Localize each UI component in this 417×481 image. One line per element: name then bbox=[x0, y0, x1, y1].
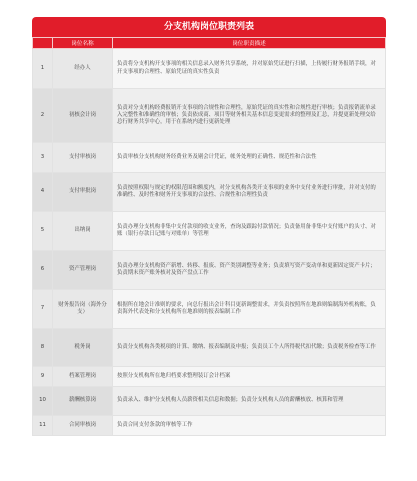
row-number: 5 bbox=[33, 212, 53, 251]
position-name: 税务岗 bbox=[53, 329, 113, 367]
position-name: 支付审核岗 bbox=[53, 143, 113, 173]
row-number: 9 bbox=[33, 367, 53, 387]
table-row bbox=[33, 251, 386, 290]
position-name: 档案管理岗 bbox=[53, 367, 113, 387]
row-number: 1 bbox=[33, 49, 53, 89]
header-index bbox=[33, 38, 53, 49]
table-row bbox=[33, 387, 386, 416]
duty-description: 负责合同支付条款的审核等工作 bbox=[113, 416, 386, 436]
position-name: 财务报告岗（海外分支） bbox=[53, 290, 113, 329]
duty-description: 根据所在地会计准则的要求，向总行报出会计科目更新调整需求，并负责按照所在地准则编制海外机构账，负责海外代表处和分支机构所在地准则的报表编制工作 bbox=[113, 290, 386, 329]
duty-description: 负责按照权限与规定的权限范围和额度内，对分支机构各类开支事项的业务中支付业务进行审批，并对支付的准确性、及时性和财务开支事项的合法性、合规性和合理性负责 bbox=[113, 173, 386, 212]
duty-description: 按照分支机构所在地归档要求整理装订会计档案 bbox=[113, 367, 386, 387]
position-name: 合同审核岗 bbox=[53, 416, 113, 436]
table-row bbox=[33, 89, 386, 143]
table-row bbox=[33, 329, 386, 367]
duty-description: 负责录入、维护分支机构人员薪资相关信息和数据；负责分支机构人员的薪酬核放、核算和管理 bbox=[113, 387, 386, 416]
table-title: 分支机构岗位职责列表 bbox=[32, 17, 386, 37]
row-number: 10 bbox=[33, 387, 53, 416]
duty-description: 负责办理分支机构非集中支付款项的收支业务，查询及跟踪付款情况；负责备用备非集中支付账户的头寸、对账（银行存款日记账与对账单）等管理 bbox=[113, 212, 386, 251]
row-number: 6 bbox=[33, 251, 53, 290]
duty-description: 负责对分支机构经费报销开支事项的合规性和合理性，原始凭证的真实性和合规性进行审核；负责报销流单录入完整性和准确性的审核；负责依成商、项目等财务相关基本信息变更需求的整理及汇总，并提更新处理交给总行财务共享中心，用于在系统内进行更新处理 bbox=[113, 89, 386, 143]
table-row bbox=[33, 173, 386, 212]
position-name: 薪酬核算岗 bbox=[53, 387, 113, 416]
position-name: 支付审批岗 bbox=[53, 173, 113, 212]
position-name: 出纳岗 bbox=[53, 212, 113, 251]
position-name: 经办人 bbox=[53, 49, 113, 89]
row-number: 2 bbox=[33, 89, 53, 143]
position-name: 初核会计岗 bbox=[53, 89, 113, 143]
duty-table bbox=[32, 37, 386, 436]
table-row bbox=[33, 143, 386, 173]
row-number: 8 bbox=[33, 329, 53, 367]
row-number: 11 bbox=[33, 416, 53, 436]
table-row bbox=[33, 290, 386, 329]
table-row bbox=[33, 49, 386, 89]
header-position-name: 岗位名称 bbox=[53, 38, 113, 49]
table-row bbox=[33, 416, 386, 436]
duty-description: 负责分支机构各类税项的计算、缴纳、报表编制及申报；负责员工个人所得税代扣代缴；负责税务检查等工作 bbox=[113, 329, 386, 367]
table-header-row bbox=[33, 38, 386, 49]
duty-table-sheet bbox=[32, 17, 386, 436]
table-row bbox=[33, 212, 386, 251]
header-duty-description: 岗位职责描述 bbox=[113, 38, 386, 49]
row-number: 7 bbox=[33, 290, 53, 329]
table-row bbox=[33, 367, 386, 387]
duty-description: 负责审核分支机构财务经费业务及剔会计凭证，帐务处理的正确性、规范性和合法性 bbox=[113, 143, 386, 173]
row-number: 3 bbox=[33, 143, 53, 173]
duty-description: 负责将分支机构开支事项的相关信息录入财务共享系统，并对原始凭证进行扫描，上传履行财务报销手续，对开支事项的合理性、原始凭证的真实性负责 bbox=[113, 49, 386, 89]
duty-description: 负责办理分支机构资产新增、转移、报废、资产类别调整等业务；负责填写资产变动单和更新固定资产卡片；负责期末资产账务核对及资产盘点工作 bbox=[113, 251, 386, 290]
position-name: 资产管理岗 bbox=[53, 251, 113, 290]
row-number: 4 bbox=[33, 173, 53, 212]
